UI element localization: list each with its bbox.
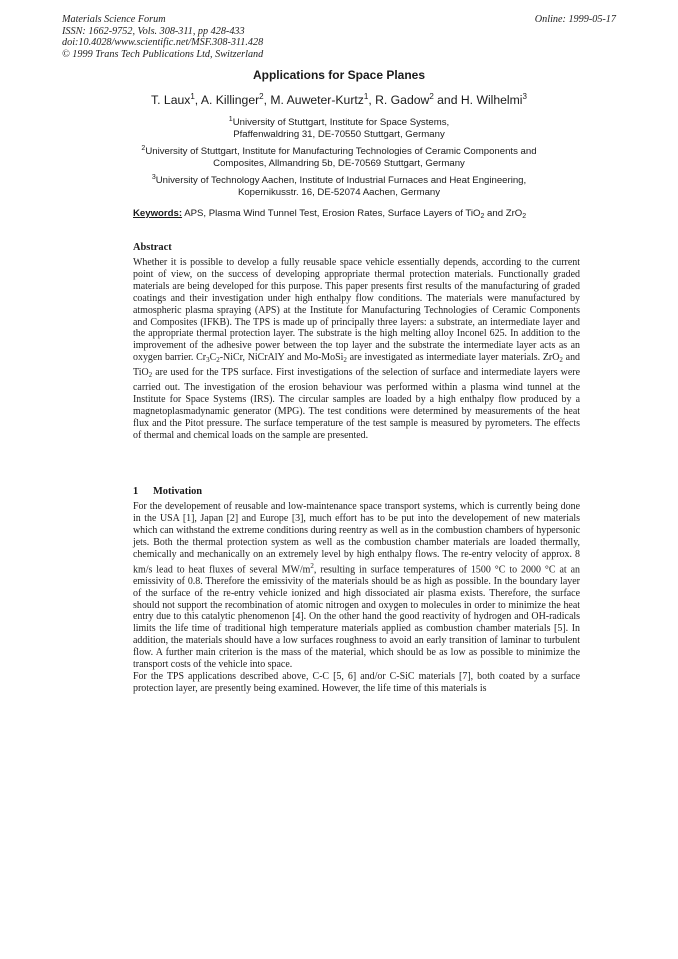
- affiliation-3: [110, 172, 568, 198]
- author-name: R. Gadow: [375, 93, 430, 108]
- keywords-text: APS, Plasma Wind Tunnel Test, Erosion Rates, Surface Layers of TiO: [184, 208, 481, 219]
- affiliation-line: University of Stuttgart, Institute for Space Systems,: [232, 117, 450, 129]
- author-affiliation-mark: 2: [259, 92, 264, 101]
- keywords-line: [133, 208, 573, 220]
- affiliation-number: 2: [141, 145, 146, 152]
- issn-line: ISSN: 1662-9752, Vols. 308-311, pp 428-433: [62, 25, 245, 37]
- affiliation-number: 1: [228, 116, 233, 123]
- author-affiliation-mark: 1: [363, 92, 369, 101]
- motivation-paragraph: For the TPS applications described above, C-C [5, 6] and/or C-SiC materials [7], both coated by a surface protection layer, are presently being examined. However, the life time of this materials is: [133, 671, 580, 694]
- author-name: H. Wilhelmi: [460, 93, 523, 108]
- subscript: 2: [522, 213, 527, 220]
- keywords-label: Keywords:: [133, 208, 183, 219]
- paper-title: Applications for Space Planes: [252, 68, 426, 82]
- section-heading-motivation: [133, 486, 202, 497]
- abstract-heading: Abstract: [133, 242, 172, 253]
- affiliation-number: 3: [151, 174, 156, 181]
- author-affiliation-mark: 1: [190, 92, 195, 101]
- affiliation-2: [110, 143, 568, 169]
- author-name: T. Laux: [151, 93, 191, 108]
- author-affiliation-mark: 2: [429, 92, 434, 101]
- publication-info: [62, 14, 616, 60]
- subscript: 2: [480, 213, 485, 220]
- author-list: T. Laux$^1$, A. Killinger$^2$, M. Auweter-Kurtz$^1$, R. Gadow$^2$ and H. Wilhelmi$^3$: [151, 92, 527, 108]
- doi-line: doi:10.4028/www.scientific.net/MSF.308-311.428: [62, 37, 264, 49]
- motivation-paragraph: For the developement of reusable and low-maintenance space transport systems, which is currently being done in the USA [1], Japan [2] and Europe [3], much effort has to be put into the developement of new materials which can withstand the extreme conditions during reentry as well as in the combustion chambers of hypersonic jets. Both the thermal protection system as well as the combustion chamber materials are loaded thermally, chemically and mechanically on an extremely level by high enthalpy flows. The re-entry velocity of approx. 8 km/s lead to heat fluxes of several $MW/m^2$, resulting in surface temperatures of 1500 °C to 2000 °C at an emissivity of 0.8. Therefore the emissivity of the materials should be as high as possible. In the boundary layer of the surface of the re-entry vehicle ionized and high dissociated air plasma exists. Therefore, the surface should not support the recombination of atomic nitrogen and oxygen to molecules in order to minimize the heat entry due to this catalytic phenomenon [4]. On the other hand the good reactivity of hydrogen and OH-radicals limits the life time of traditional high temperature materials applied as combustion chamber materials [5]. In addition, the materials should have a low surfaces roughness to avoid an early transition of laminar to turbulent flow. A further main criterion is the mass of the material, which should be as low as possible to minimize the transport costs of the vehicle into space.: [133, 501, 580, 671]
- affiliation-line: Kopernikusstr. 16, DE-52074 Aachen, Germany: [237, 186, 441, 198]
- abstract-body: [133, 257, 580, 442]
- author-name: M. Auweter-Kurtz: [270, 93, 364, 108]
- affiliation-1: [110, 114, 568, 140]
- section-title: Motivation: [153, 486, 203, 497]
- online-date: Online: 1999-05-17: [534, 14, 616, 25]
- copyright-line: © 1999 Trans Tech Publications Ltd, Switzerland: [62, 48, 264, 60]
- journal-name: Materials Science Forum: [62, 14, 166, 25]
- keywords-text: and ZrO: [484, 208, 523, 219]
- affiliation-line: Composites, Allmandring 5b, DE-70569 Stuttgart, Germany: [213, 157, 465, 169]
- section-number: 1: [133, 486, 139, 497]
- page-header: [62, 14, 616, 60]
- author-affiliation-mark: 3: [522, 92, 527, 101]
- affiliation-line: Pfaffenwaldring 31, DE-70550 Stuttgart, Germany: [233, 128, 445, 140]
- motivation-body: [133, 501, 580, 695]
- abstract-paragraph: Whether it is possible to develop a fully reusable space vehicle essentially depends, according to the current point of view, on the success of developing appropriate thermal protection materials. Functionally graded materials are being developed for this purpose. This paper presents first results of the manufacturing of graded coatings and their investigation under high enthalpy flow conditions. The materials were manufactured by atmospheric plasma spraying (APS) at the Institute for Manufacturing Technologies of Ceramic Components and Composites (IFKB). The TPS is made up of principally three layers: a substrate, an intermediate layer and the appropriate thermal protection layer. The substrate is the high melting alloy Inconel 625. In addition to the improvement of the adhesive power between the top layer and the substrate the intermediate layer acts as an oxygen barrier. $Cr_3C_2$-NiCr, NiCrAlY and Mo-MoSi$_2$ are investigated as intermediate layer materials. ZrO$_2$ and TiO$_2$ are used for the TPS surface. First investigations of the selection of surface and intermediate layers were carried out. The investigation of the erosion behaviour was performed within a plasma wind tunnel at the Institute for Space Systems (IRS). The circular samples are loaded by a high enthalpy flow produced by a magnetoplasmadynamic generator (MPG). The test conditions were determined by measurements of the heat flux and the Pitot pressure. The surface temperature of the test sample is measured by pyrometers. The effects of thermal and chemical loads on the sample are presented.: [133, 257, 581, 441]
- author-name: A. Killinger: [200, 93, 260, 108]
- affiliation-line: University of Stuttgart, Institute for Manufacturing Technologies of Ceramic Components and: [145, 146, 537, 158]
- affiliation-line: University of Technology Aachen, Institute of Industrial Furnaces and Heat Engineering,: [155, 175, 527, 187]
